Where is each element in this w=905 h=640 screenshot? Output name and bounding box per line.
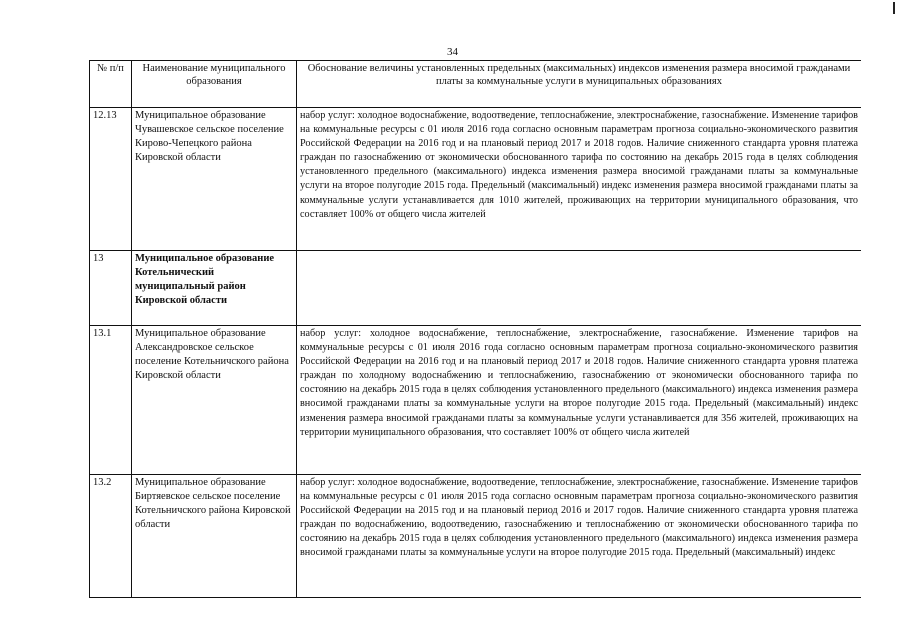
justification-text: набор услуг: холодное водоснабжение, водоотведение, теплоснабжение, электроснабжение, газоснабжение. Изменение тарифов на коммунальные ресурсы с 01 июля 2016 года согласно основным параметрам прогноза социально-экономического развития Российской Федерации на 2016 год и на плановый период 2017 и 2018 годов. Наличие сниженного стандарта уровня платежа граждан по газоснабжению от экономически обоснованного тарифа по состоянию на декабрь 2015 года в целях соблюдения установленного предельного (максимального) индекса изменения размера вносимой гражданами платы за коммунальные услуги на второе полугодие 2015 года. Предельный (максимальный) индекс изменения размера вносимой гражданами платы за коммунальные услуги устанавливается для 1010 жителей, проживающих на территории муниципального образования, что составляет 100% от общего числа жителей bbox=[297, 108, 862, 251]
scan-edge-mark bbox=[893, 2, 899, 14]
header-justification: Обоснование величины установленных предельных (максимальных) индексов изменения размера вносимой гражданами платы за коммунальные услуги в муниципальных образованиях bbox=[297, 61, 862, 108]
table-row bbox=[90, 251, 862, 326]
municipality-name: Муниципальное образование Александровское сельское поселение Котельничского района Кировской области bbox=[132, 326, 297, 475]
header-number: № п/п bbox=[90, 61, 132, 108]
table-container bbox=[89, 60, 861, 602]
municipality-name: Муниципальное образование Котельнический муниципальный район Кировской области bbox=[132, 251, 297, 326]
table-header-row bbox=[90, 61, 862, 108]
municipality-name: Муниципальное образование Биртяевское сельское поселение Котельничского района Кировской области bbox=[132, 475, 297, 598]
row-number: 12.13 bbox=[90, 108, 132, 251]
table-row bbox=[90, 108, 862, 251]
row-number: 13.1 bbox=[90, 326, 132, 475]
justification-text: набор услуг: холодное водоснабжение, теплоснабжение, электроснабжение, газоснабжение. Изменение тарифов на коммунальные ресурсы с 01 июля 2016 года согласно основным параметрам прогноза социально-экономического развития Российской Федерации на 2016 год и на плановый период 2017 и 2018 годов. Наличие сниженного стандарта уровня платежа граждан по холодному водоснабжению и теплоснабжению, газоснабжению от экономически обоснованного тарифа по состоянию на декабрь 2015 года в целях соблюдения установленного предельного (максимального) индекса изменения размера вносимой гражданами платы за коммунальные услуги на второе полугодие 2015 года. Предельный (максимальный) индекс изменения размера вносимой гражданами платы за коммунальные услуги устанавливается для 356 жителей, проживающих на территории муниципального образования, что составляет 100% от общего числа жителей bbox=[297, 326, 862, 475]
header-municipality: Наименование муниципального образования bbox=[132, 61, 297, 108]
table-row bbox=[90, 326, 862, 475]
page-number: 34 bbox=[447, 46, 458, 58]
justification-text bbox=[297, 251, 862, 326]
row-number: 13.2 bbox=[90, 475, 132, 598]
row-number: 13 bbox=[90, 251, 132, 326]
tariff-index-table bbox=[89, 60, 861, 598]
municipality-name: Муниципальное образование Чувашевское сельское поселение Кирово-Чепецкого района Кировской области bbox=[132, 108, 297, 251]
table-row bbox=[90, 475, 862, 598]
justification-text: набор услуг: холодное водоснабжение, водоотведение, теплоснабжение, электроснабжение, газоснабжение. Изменение тарифов на коммунальные ресурсы с 01 июля 2015 года согласно основным параметрам прогноза социально-экономического развития Российской Федерации на 2015 год и на плановый период 2016 и 2017 годов. Наличие сниженного стандарта уровня платежа граждан по водоснабжению, водоотведению, газоснабжению и теплоснабжению от экономически обоснованного тарифа по состоянию на декабрь 2015 года в целях соблюдения установленного предельного (максимального) индекса изменения размера вносимой гражданами платы за коммунальные услуги на второе полугодие 2015 года. Предельный (максимальный) индекс bbox=[297, 475, 862, 598]
